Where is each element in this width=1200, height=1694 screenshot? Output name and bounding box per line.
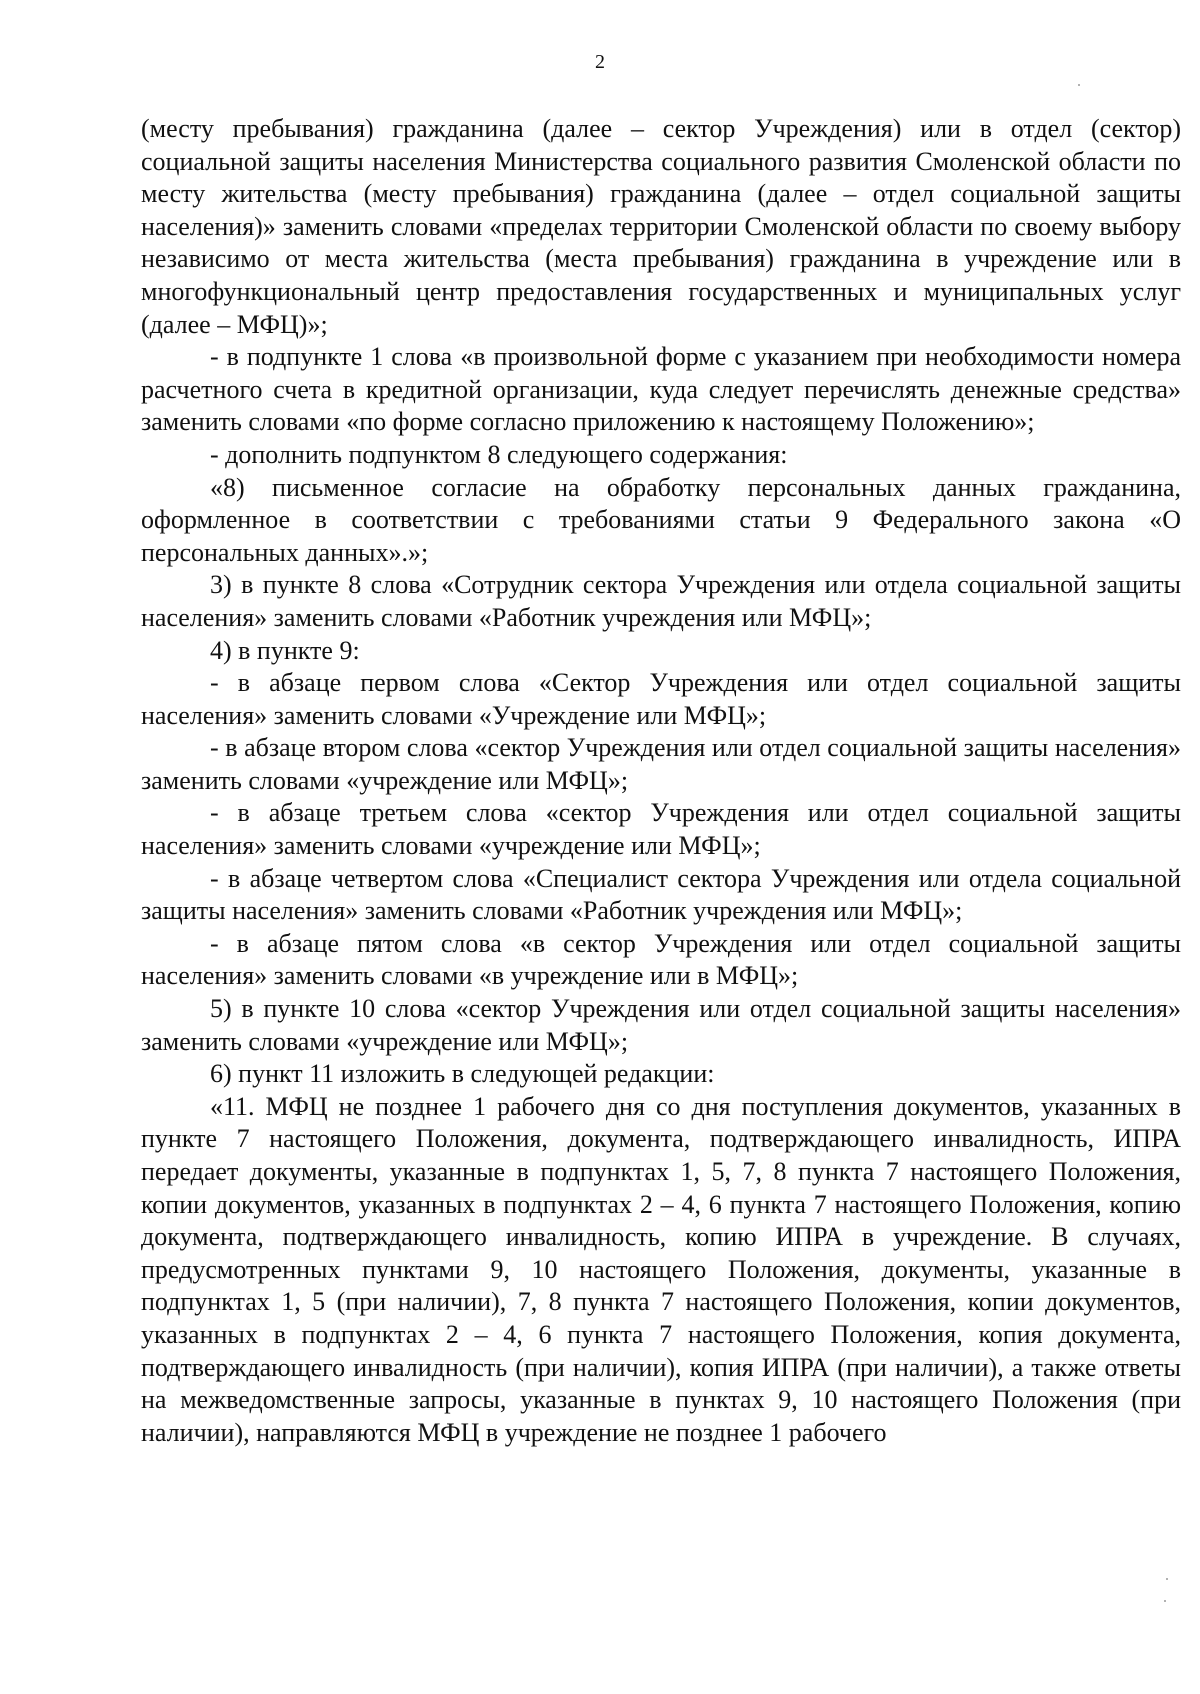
paragraph-12: 5) в пункте 10 слова «сектор Учреждения или отдел социальной защиты населения» заменить словами «учреждение или МФЦ»;	[141, 994, 1181, 1056]
paragraph-5: 3) в пункте 8 слова «Сотрудник сектора Учреждения или отдела социальной защиты населения» заменить словами «Работник учреждения или МФЦ»;	[141, 570, 1181, 632]
paragraph-11: - в абзаце пятом слова «в сектор Учреждения или отдел социальной защиты населения» заменить словами «в учреждение или в МФЦ»;	[141, 928, 1181, 991]
paragraph-10: - в абзаце четвертом слова «Специалист сектора Учреждения или отдела социальной защиты населения» заменить словами «Работник учреждения или МФЦ»;	[141, 863, 1181, 926]
page-number: 2	[595, 51, 605, 73]
paragraph-8: - в абзаце втором слова «сектор Учреждения или отдел социальной защиты населения» заменить словами «учреждение или МФЦ»;	[141, 733, 1181, 795]
paragraph-4: «8) письменное согласие на обработку персональных данных гражданина, оформленное в соответствии с требованиями статьи 9 Федерального закона «О персональных данных».»;	[141, 472, 1181, 567]
paragraph-1: (месту пребывания) гражданина (далее – сектор Учреждения) или в отдел (сектор) социальной защиты населения Министерства социального развития Смоленской области по месту жительства (месту пребывания) гражданина (далее – отдел социальной защиты населения)» заменить словами «пределах территории Смоленской области по своему выбору независимо от места жительства (места пребывания) гражданина в учреждение или в многофункциональный центр предоставления государственных и муниципальных услуг (далее – МФЦ)»;	[141, 114, 1181, 339]
paragraph-3: - дополнить подпунктом 8 следующего содержания:	[210, 439, 788, 469]
scan-speck	[1164, 1600, 1166, 1602]
document-body	[141, 113, 1181, 1449]
scan-speck	[1078, 84, 1080, 86]
paragraph-14: «11. МФЦ не позднее 1 рабочего дня со дня поступления документов, указанных в пункте 7 настоящего Положения, документа, подтверждающего инвалидность, ИПРА передает документы, указанные в подпунктах 1, 5, 7, 8 пункта 7 настоящего Положения, копии документов, указанных в подпунктах 2 – 4, 6 пункта 7 настоящего Положения, копию документа, подтверждающего инвалидность, копию ИПРА в учреждение. В случаях, предусмотренных пунктами 9, 10 настоящего Положения, документы, указанные в подпунктах 1, 5 (при наличии), 7, 8 пункта 7 настоящего Положения, копии документов, указанных в подпунктах 2 – 4, 6 пункта 7 настоящего Положения, копия документа, подтверждающего инвалидность (при наличии), копия ИПРА (при наличии), а также ответы на межведомственные запросы, указанные в пунктах 9, 10 настоящего Положения (при наличии), направляются МФЦ в учреждение не позднее 1 рабочего	[141, 1091, 1181, 1447]
paragraph-7: - в абзаце первом слова «Сектор Учреждения или отдел социальной защиты населения» заменить словами «Учреждение или МФЦ»;	[141, 668, 1181, 730]
scan-speck	[1166, 1578, 1168, 1580]
paragraph-13: 6) пункт 11 изложить в следующей редакции:	[210, 1059, 715, 1089]
paragraph-6: 4) в пункте 9:	[210, 635, 360, 665]
paragraph-9: - в абзаце третьем слова «сектор Учреждения или отдел социальной защиты населения» заменить словами «учреждение или МФЦ»;	[141, 798, 1181, 861]
paragraph-2: - в подпункте 1 слова «в произвольной форме с указанием при необходимости номера расчетного счета в кредитной организации, куда следует перечислять денежные средства» заменить словами «по форме согласно приложению к настоящему Положению»;	[141, 342, 1181, 437]
